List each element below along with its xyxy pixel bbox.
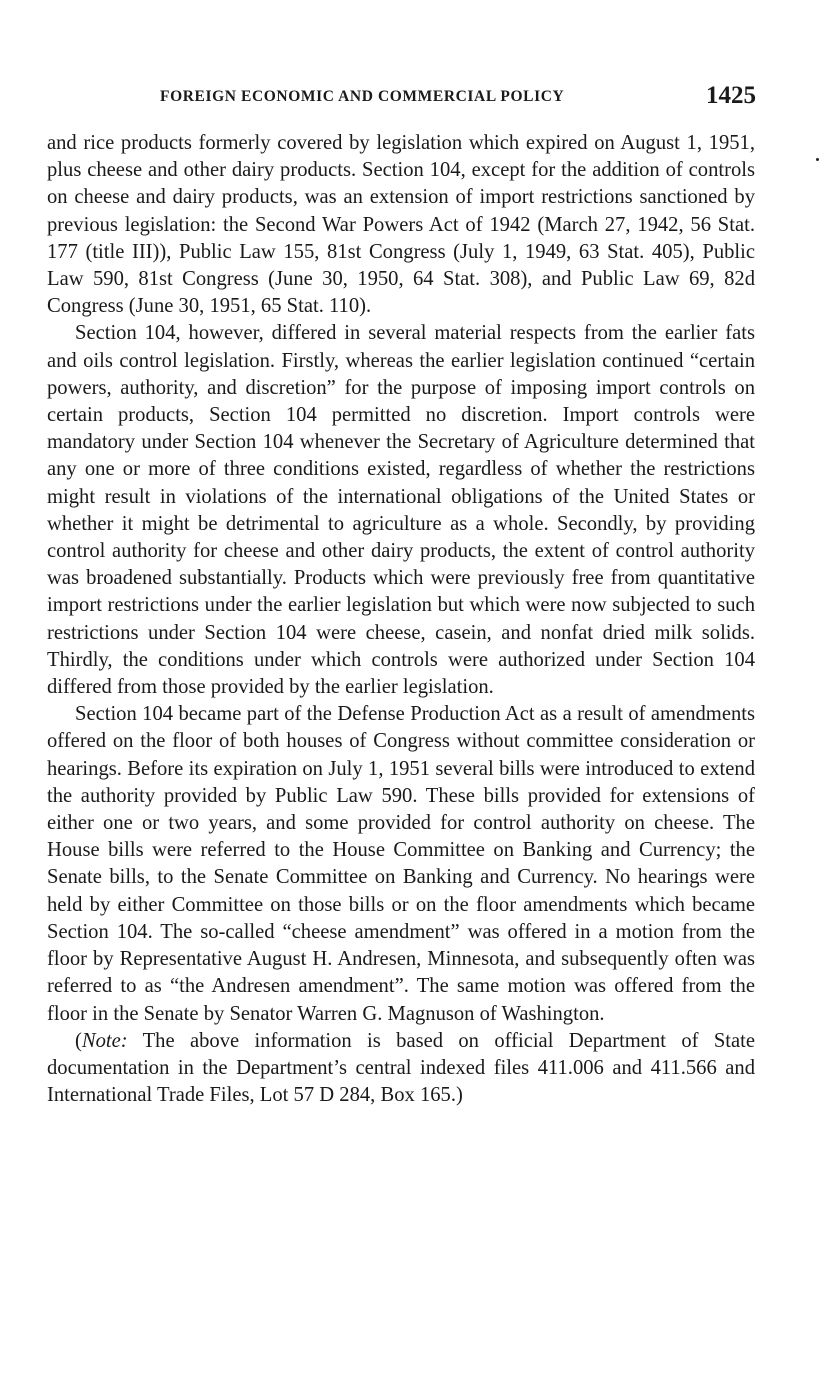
body-text <box>47 130 755 1109</box>
page-header <box>160 82 756 112</box>
note-label: Note: <box>81 1029 128 1052</box>
running-head: FOREIGN ECONOMIC AND COMMERCIAL POLICY <box>160 88 565 105</box>
note-open-paren: ( <box>75 1029 82 1052</box>
page-number: 1425 <box>706 82 756 109</box>
note-paragraph <box>47 1028 755 1110</box>
print-speck <box>816 158 819 161</box>
paragraph: Section 104 became part of the Defense Production Act as a result of amendments offered on the floor of both houses of Congress without committee consideration or hearings. Before its expiration on July 1, 1951 several bills were introduced to extend the authority provided by Public Law 590. These bills provided for extensions of either one or two years, and some provided for control authority on cheese. The House bills were referred to the House Committee on Banking and Currency; the Senate bills, to the Senate Committee on Banking and Currency. No hearings were held by either Committee on those bills or on the floor amendments which became Section 104. The so-called “cheese amendment” was offered in a motion from the floor by Representative August H. Andresen, Minnesota, and subsequently often was referred to as “the Andresen amendment”. The same motion was offered from the floor in the Senate by Senator Warren G. Magnuson of Washington. <box>47 703 755 1025</box>
note-text: The above information is based on official Department of State documentation in the Department’s central indexed files 411.006 and 411.566 and International Trade Files, Lot 57 D 284, Box 165.) <box>47 1029 755 1107</box>
paragraph: Section 104, however, differed in several material respects from the earlier fats and oils control legislation. Firstly, whereas the earlier legislation continued “certain powers, authority, and discretion” for the purpose of imposing import controls on certain products, Section 104 permitted no discretion. Import controls were mandatory under Section 104 whenever the Secretary of Agriculture determined that any one or more of three conditions existed, regardless of whether the restrictions might result in violations of the international obligations of the United States or whether it might be detrimental to agriculture as a whole. Secondly, by providing control authority for cheese and other dairy products, the extent of control authority was broadened substantially. Products which were previously free from quantitative import restrictions under the earlier legislation but which were now subjected to such restrictions under Section 104 were cheese, casein, and nonfat dried milk solids. Thirdly, the conditions under which controls were authorized under Section 104 differed from those provided by the earlier legislation. <box>47 322 755 699</box>
paragraph-continued: and rice products formerly covered by legislation which expired on August 1, 1951, plus cheese and other dairy products. Section 104, except for the addition of controls on cheese and dairy products, was an extension of import restrictions sanctioned by previous legislation: the Second War Powers Act of 1942 (March 27, 1942, 56 Stat. 177 (title III)), Public Law 155, 81st Congress (July 1, 1949, 63 Stat. 405), Public Law 590, 81st Congress (June 30, 1950, 64 Stat. 308), and Public Law 69, 82d Congress (June 30, 1951, 65 Stat. 110). <box>47 132 755 318</box>
